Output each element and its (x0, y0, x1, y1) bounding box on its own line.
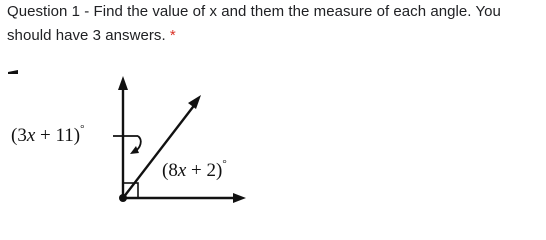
angle-arc-arrowhead (130, 146, 139, 154)
vertical-ray-arrowhead (118, 76, 128, 90)
angle-label-left: (3x + 11)° (11, 123, 85, 146)
horizontal-ray-arrowhead (233, 193, 246, 203)
angle-label-right: (8x + 2)° (162, 158, 227, 181)
question-title-text: Question 1 - Find the value of x and them the measure of each angle. You should have 3 answers. (7, 3, 501, 44)
diagonal-ray-arrowhead (188, 95, 201, 109)
required-marker: * (169, 27, 176, 44)
dash-mark (8, 70, 18, 74)
vertex-point (119, 194, 127, 202)
